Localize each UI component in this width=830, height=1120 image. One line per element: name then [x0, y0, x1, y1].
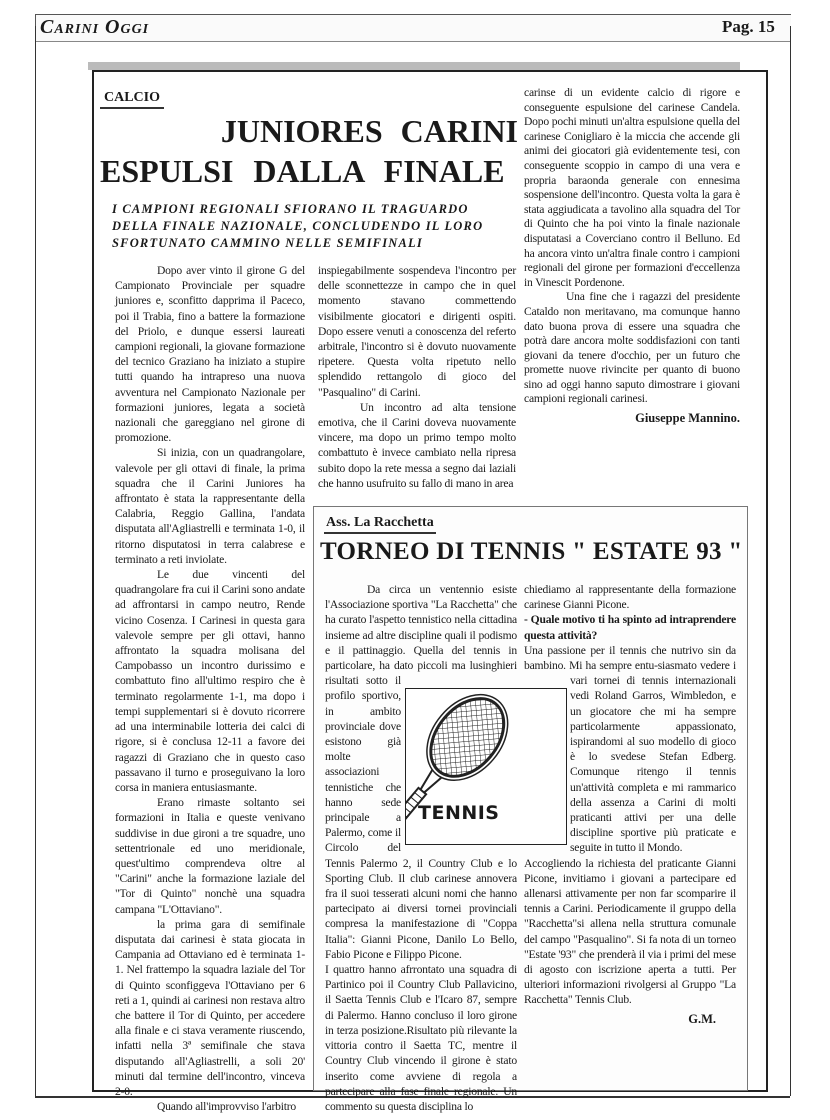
- article2-column-1: [325, 582, 517, 1114]
- page-number: Pag. 15: [722, 17, 775, 36]
- paragraph: Quando all'improvviso l'arbitro: [157, 1100, 297, 1114]
- paragraph: Le due vincenti del quadrangolare fra cui il Carini sono andate ad affrontarsi in campo neutro, Rende vicino Cosenza. I Carinesi in questa gara valevole sempre per gli ottavi, hanno affrontato la squadra molisana del Campobasso un incontro durissimo e combattuto fino all'ultimo respiro che è terminato regolarmente 1-1, ma dopo i tempi supplementari si è dovuto ricorrere ad una interminabile lotteria dei calci di rigore, si è conclusa 12-11 a favore dei ragazzi di Graziano che in questo caso passavano il turno e proseguivano la loro corsa in maniera entusiasmante.: [115, 568, 305, 794]
- paragraph: Si inizia, con un quadrangolare, valevole per gli ottavi di finale, la prima squadra che il Carini Juniores ha affrontato è stata la rappresentante della Calabria, Reggio Gallina, l'andata disputata all'Agliastrelli e terminata 1-0, il ritorno disputatosi in terra calabrese e terminato a reti inviolate.: [115, 446, 305, 566]
- paragraph: chiediamo al rappresentante della formazione carinese Gianni Picone.: [524, 583, 736, 612]
- paragraph: inspiegabilmente sospendeva l'incontro per delle sconnettezze in campo che in quel momento stavano commettendo visibilmente giocatori e dirigenti ospiti. Dopo essere venuti a conoscenza del referto arbitrale, l'incontro si è dovuto nuovamente ripetere. Questa volta ripetuto nello splendido rettangolo di gioco del "Pasqualino" di Carini.: [318, 264, 516, 399]
- paragraph: carinse di un evidente calcio di rigore e conseguente espulsione del carinese Candela. Dopo pochi minuti un'altra espulsione quella del carinese Conigliaro è la miccia che accende gli animi dei giocatori già evidentemente tesi, con conseguente scoppio in campo di una vera e propria baraonda generale con ennesima sospensione dell'incontro. Questa volta la gara è stata aggiudicata a tavolino alla squadra del Tor di Quinto che ha poi vinto la finale nazionale disputatasi a Coverciano contro il Belluno. Ed ha ancora vinto un'altra finale contro i campioni regionali del girone per formazioni d'eccellenza in Vinescit Pordenone.: [524, 86, 740, 289]
- title-line-1: JUNIORES CARINI: [220, 113, 518, 149]
- image-wrap-space: [524, 686, 570, 846]
- paragraph: Accogliendo la richiesta del praticante Gianni Picone, invitiamo i giovani a partecipare ed allenarsi attivamente per non far scomparire il tennis a Carini. Periodicamente il gruppo della "Racchetta"si allena nella struttura comunale del campo "Pasqualino". Si fa nota di un torneo "Estate '93" che prenderà il via i primi del mese di agosto con iscrizione aperta a tutti. Per ulteriori informazioni rivolgersi al Gruppo "La Racchetta" Tennis Club.: [524, 856, 736, 1007]
- article2-column-2: [524, 582, 736, 1027]
- paragraph: Dopo aver vinto il girone G del Campionato Provinciale per squadre juniores e, sconfitto dapprima il Paceco, poi il Trabia, fino a battere la formazione del Priolo, e dunque essersi laureati campioni regionali, la giovane formazione del tecnico Graziano ha iniziato a stupire tutti quando ha intrapreso una nuova avventura nel Campionato Nazionale per formazioni juniores, legata a società nazionali che gareggiano nel girone di promozione.: [115, 264, 305, 445]
- paragraph: Un incontro ad alta tensione emotiva, che il Carini doveva nuovamente vincere, ma dopo un primo tempo molto combattuto è invece cambiato nella ripresa subito dopo la rete messa a segno dai laziali che hanno usufruito su fallo di mano in area: [318, 400, 516, 490]
- page-frame-right: [790, 26, 791, 1096]
- section-label: Ass. La Racchetta: [324, 515, 436, 534]
- paragraph: Erano rimaste soltanto sei formazioni in Italia e queste venivano suddivise in due gironi a tre squadre, uno settentrionale ed uno meridionale, quest'ultimo comprendeva oltre al "Carini" anche la formazione laziale del "Tor di Quinto" nonchè una squadra campana "L'Ottaviano".: [115, 796, 305, 916]
- article1-headline: [100, 88, 518, 252]
- page-frame-left: [35, 26, 36, 1096]
- section-label: CALCIO: [100, 90, 164, 109]
- interview-question: - Quale motivo ti ha spinto ad intraprendere questa attività?: [524, 613, 736, 642]
- box-shadow: [88, 62, 740, 70]
- author-signature: G.M.: [688, 1011, 716, 1026]
- author-signature: Giuseppe Mannino.: [635, 411, 740, 426]
- paragraph: Una fine che i ragazzi del presidente Cataldo non meritavano, ma comunque hanno dato buona prova di essere una squadra che potrà dare ancora molte soddisfazioni con tanti giovani da tenere d'occhio, per un futuro che promette nuove rivincite per quanto di buono sino ad oggi hanno saputo dimostrare i giovani campioni regionali carinesi.: [524, 290, 740, 406]
- title-line-2: ESPULSI DALLA FINALE: [100, 153, 505, 189]
- paragraph: I quattro hanno afrrontato una squadra di Partinico poi il Country Club Pallavicino, il Saetta Tennis Club e l'Icaro 87, sempre di Palermo. Hanno concluso il loro girone in terza posizione.Risultato più rilevante la vittoria contro il Saetta TC, mentre il Country Club vincendo il girone è stato inserito come avviene di regola a partecipare alla fase finale regionale. Un commento su questa disciplina lo: [325, 963, 517, 1113]
- paragraph-text: Da circa un ventennio esiste l'Associazione sportiva "La Racchetta" che ha curato l'aspetto tennistico nella cittadina insieme ad altre discipline quali il podismo e il pattinaggio. Quella del tennis in particolare,: [325, 583, 517, 673]
- image-wrap-space: [401, 686, 517, 846]
- article1-column-2: [318, 263, 516, 491]
- article-title: TORNEO DI TENNIS " ESTATE 93 ": [320, 538, 743, 565]
- paragraph-text: Una passione per il tennis che nutrivo sin da bambino. Mi ha sempre entu-: [524, 643, 736, 673]
- paragraph-text: ha dato piccoli ma lusinghieri risultati sotto il profilo sportivo, in ambito provinciale dove esistono già molte associazioni tennistiche che hanno sede principale a Palermo, come il Circolo del Tennis Palermo 2, il Country Club e lo Sporting Club. Il club carinese annovera fra il suoi tesserati alcuni nomi che hanno partecipato ai diversi tornei provinciali compresa la manifestazione di "Coppa Italia": Gianni Picone, Danilo Lo Bello, Fabio Picone e Filippo Picone.: [325, 659, 517, 961]
- paragraph: la prima gara di semifinale disputata dai carinesi è stata giocata in Campania ad Ottaviano ed è terminata 1-1. Nel frattempo la squadra laziale del Tor di Quinto sconfiggeva l'Ottaviano per 6 reti a 1, quindi ai carinesi non restava altro che battere il Tor di Quinto, per accedere alla finale e ci stava veramente riuscendo, infatti nella 3ª semifinale che stava disputando all'Agliastrelli, a soli 20' minuti dal termine dell'incontro, vinceva 2-0.: [115, 917, 305, 1098]
- publication-name: Carini Oggi: [40, 16, 150, 38]
- tennis-logo-text: TENNIS: [418, 802, 500, 824]
- paragraph-text: siasmato vedere i vari tornei di tennis internazionali vedi Roland Garros, Wimbledon, e un giocatore che mi ha sempre particolarmente appassionato, ispirandomi al suo modello di gioco è lo svedese Stefan Edberg. Comunque ritengo il tennis un'attività completa e mi rammarico della assenza a Carini di molti praticanti attivi per una delle discipline sportive più praticate e seguite in tutto il Mondo.: [570, 659, 736, 855]
- article1-column-1: [115, 263, 305, 1114]
- subtitle: I CAMPIONI REGIONALI SFIORANO IL TRAGUARDO DELLA FINALE NAZIONALE, CONCLUDENDO IL LORO SFORTUNATO CAMMINO NELLE SEMIFINALI: [112, 202, 484, 250]
- article1-column-3: [524, 86, 740, 426]
